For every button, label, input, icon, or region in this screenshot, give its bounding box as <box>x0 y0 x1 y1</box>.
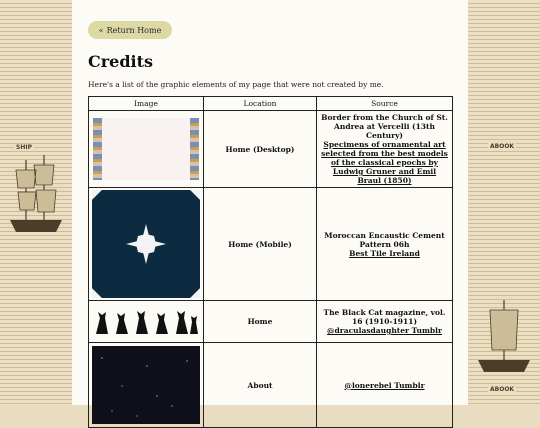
source-text: Moroccan Encaustic Cement Pattern 06h <box>324 230 445 249</box>
header-source: Source <box>317 97 453 111</box>
table-row <box>89 343 453 428</box>
source-cell <box>317 343 453 428</box>
location-cell: Home (Desktop) <box>204 111 317 188</box>
location-cell: Home <box>204 301 317 343</box>
source-cell <box>317 301 453 343</box>
header-location: Location <box>204 97 317 111</box>
background-right <box>468 0 540 405</box>
ship-illustration-icon <box>4 150 68 240</box>
starry-sky-image <box>92 346 200 424</box>
source-text: The Black Cat magazine, vol. 16 (1910-1911) <box>323 308 446 326</box>
return-home-label: Return Home <box>106 25 162 35</box>
dictionary-word: SHIP <box>16 144 32 151</box>
credits-table <box>88 96 453 428</box>
return-home-button[interactable] <box>88 21 172 39</box>
dictionary-word: ABOOK <box>490 143 515 150</box>
ornamental-border-image <box>93 118 199 180</box>
black-cats-image <box>92 304 200 338</box>
source-link[interactable]: Best Tile Ireland <box>349 248 420 258</box>
double-left-arrow-icon: « <box>98 25 104 35</box>
star-icon <box>92 190 200 298</box>
location-cell: Home (Mobile) <box>204 188 317 301</box>
content-panel <box>72 0 468 405</box>
ship-illustration-icon <box>472 290 536 380</box>
image-cell <box>89 188 204 301</box>
source-link[interactable]: Specimens of ornamental art selected from the best models of the classical epochs by Ludwig Gruner and Emil Braul (1850) <box>321 140 448 185</box>
location-cell: About <box>204 343 317 428</box>
image-cell <box>89 111 204 188</box>
table-header-row <box>89 97 453 111</box>
moroccan-tile-image <box>92 190 200 298</box>
table-row <box>89 301 453 343</box>
page-title: Credits <box>88 52 154 71</box>
source-text: Border from the Church of St. Andrea at Vercelli (13th Century) <box>321 113 448 140</box>
dictionary-word: ABOOK <box>490 386 515 393</box>
source-link[interactable]: @lonerebel Tumblr <box>344 380 425 390</box>
table-row <box>89 188 453 301</box>
source-cell <box>317 188 453 301</box>
source-link[interactable]: @draculasdaughter Tumblr <box>327 326 442 335</box>
background-left <box>0 0 72 405</box>
image-cell <box>89 343 204 428</box>
image-cell <box>89 301 204 343</box>
table-row <box>89 111 453 188</box>
intro-text: Here's a list of the graphic elements of my page that were not created by me. <box>88 80 384 89</box>
source-cell <box>317 111 453 188</box>
header-image: Image <box>89 97 204 111</box>
